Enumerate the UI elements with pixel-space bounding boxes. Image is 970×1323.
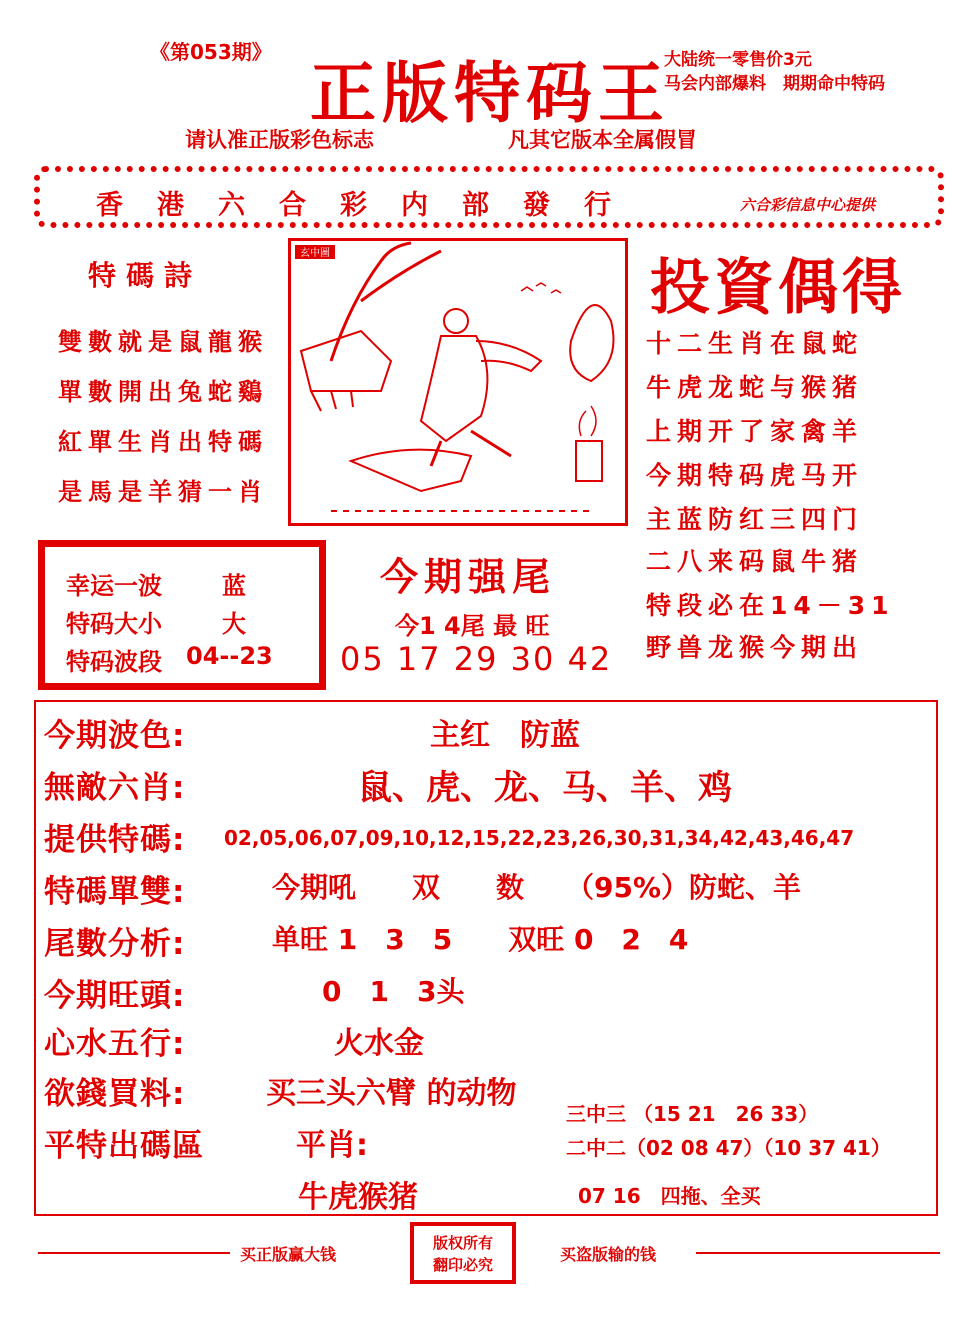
invest-title: 投資偶得: [650, 253, 906, 323]
head-label: 今期旺頭:: [44, 978, 186, 1014]
invest-line: 野兽龙猴今期出: [646, 633, 864, 662]
footer-line-right: [696, 1252, 940, 1254]
strong-tail-numbers: 05 17 29 30 42: [340, 640, 613, 678]
strong-tail-title: 今期强尾: [380, 555, 557, 599]
head-value: 0 1 3头: [322, 975, 465, 1008]
invest-line: 十二生肖在鼠蛇: [646, 329, 864, 358]
six-zodiac-label: 無敵六肖:: [44, 770, 186, 806]
lucky-wave-value: 蓝: [222, 572, 246, 600]
copyright-line: 版权所有: [432, 1234, 493, 1252]
invest-line: 主蓝防红三四门: [646, 505, 864, 534]
footer-left-text: 买正版赢大钱: [240, 1245, 337, 1264]
figure-illustration-icon: [291, 241, 625, 523]
invest-line: 二八来码鼠牛猪: [646, 547, 864, 576]
odd-even-value: 今期吼 双 数 （95%）防蛇、羊: [272, 871, 802, 904]
segment-label: 特码波段: [66, 648, 162, 676]
invest-line: 上期开了家禽羊: [646, 417, 864, 446]
strong-tail-sub: 今1 4尾 最 旺: [395, 612, 550, 640]
poem-line: 單數開出兔蛇鷄: [58, 378, 268, 406]
price-info: [664, 48, 885, 96]
wuxing-value: 火水金: [334, 1026, 424, 1061]
invest-line: 今期特码虎马开: [646, 461, 864, 490]
copyright-line: 翻印必究: [432, 1256, 493, 1274]
buy-label: 欲錢買料:: [44, 1076, 186, 1112]
buy-value: 买三头六臂 的动物: [266, 1076, 517, 1111]
combo-two: 二中二（02 08 47）（10 37 41）: [566, 1136, 891, 1160]
poem-line: 紅單生肖出特碼: [58, 428, 268, 456]
footer-right-text: 买盗版输的钱: [560, 1245, 657, 1264]
flat-animals: 牛虎猴猪: [298, 1180, 418, 1215]
wave-value: 主红 防蓝: [430, 718, 580, 753]
banner-text: 香港六合彩内部發行: [96, 190, 645, 221]
size-label: 特码大小: [66, 610, 162, 638]
tail-analysis-value: 单旺 1 3 5 双旺 0 2 4: [272, 923, 689, 956]
lucky-wave-label: 幸运一波: [66, 572, 162, 600]
numbers-label: 提供特碼:: [44, 822, 186, 858]
poem-title: 特碼詩: [88, 259, 203, 292]
issue-number: 《第053期》: [150, 40, 272, 64]
illustration-frame: [288, 238, 628, 526]
odd-even-label: 特碼單雙:: [44, 874, 186, 910]
numbers-value: 02,05,06,07,09,10,12,15,22,23,26,30,31,34,42,43,46,47: [224, 826, 855, 850]
flat-label: 平特出碼區: [44, 1128, 204, 1164]
size-value: 大: [222, 610, 246, 638]
authentic-notice: 请认准正版彩色标志: [185, 128, 374, 152]
slogan-line: 马会内部爆料 期期命中特码: [664, 74, 885, 94]
seal-text: 玄中圖: [300, 248, 330, 259]
footer-line-left: [38, 1252, 230, 1254]
page-title: 正版特码王: [310, 54, 670, 132]
combo-drag: 07 16 四拖、全买: [578, 1184, 761, 1208]
poem-line: 是馬是羊猜一肖: [58, 478, 268, 506]
counterfeit-notice: 凡其它版本全属假冒: [508, 128, 697, 152]
six-zodiac-value: 鼠、虎、龙、马、羊、鸡: [358, 768, 732, 808]
combo-three: 三中三 （15 21 26 33）: [566, 1102, 819, 1126]
poem-line: 雙數就是鼠龍猴: [58, 328, 268, 356]
price-line: 大陆统一零售价3元: [664, 50, 812, 70]
invest-line: 牛虎龙蛇与猴猪: [646, 373, 864, 402]
banner-subtext: 六合彩信息中心提供: [740, 196, 876, 214]
tail-analysis-label: 尾數分析:: [44, 926, 186, 962]
copyright-box: [410, 1222, 516, 1284]
wuxing-label: 心水五行:: [44, 1026, 186, 1062]
invest-line: 特段必在14－31: [646, 591, 895, 620]
segment-value: 04--23: [186, 642, 273, 670]
flat-value: 平肖:: [296, 1128, 368, 1163]
wave-label: 今期波色:: [44, 718, 186, 754]
